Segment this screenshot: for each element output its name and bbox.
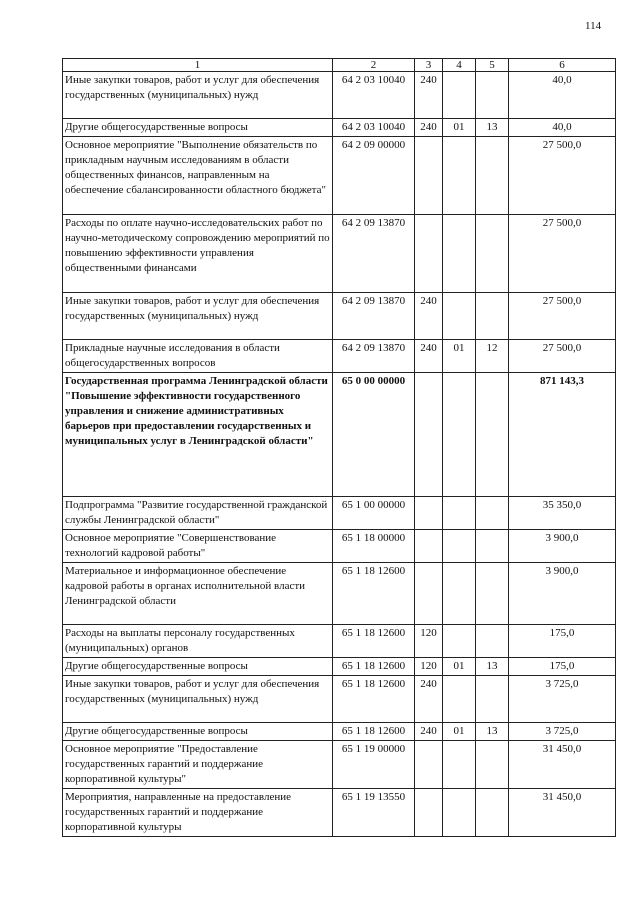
row-expense-type xyxy=(415,497,443,530)
column-header-6: 6 xyxy=(509,59,616,72)
row-amount: 175,0 xyxy=(509,658,616,676)
row-amount: 31 450,0 xyxy=(509,741,616,789)
row-amount: 40,0 xyxy=(509,72,616,119)
row-name: Подпрограмма "Развитие государственной гражданской службы Ленинградской области" xyxy=(63,497,333,530)
table-row xyxy=(63,215,616,293)
row-expense-type: 120 xyxy=(415,625,443,658)
row-target-article: 65 1 18 12600 xyxy=(333,658,415,676)
row-section xyxy=(443,215,476,293)
row-target-article: 64 2 03 10040 xyxy=(333,119,415,137)
row-amount: 871 143,3 xyxy=(509,373,616,497)
row-subsection xyxy=(476,137,509,215)
table-row xyxy=(63,625,616,658)
row-subsection xyxy=(476,625,509,658)
row-subsection xyxy=(476,497,509,530)
row-section xyxy=(443,741,476,789)
table-row xyxy=(63,676,616,723)
row-section xyxy=(443,563,476,625)
row-target-article: 64 2 09 00000 xyxy=(333,137,415,215)
row-subsection xyxy=(476,789,509,837)
row-name: Материальное и информационное обеспечение кадровой работы в органах исполнительной власти Ленинградской области xyxy=(63,563,333,625)
row-expense-type xyxy=(415,741,443,789)
row-amount: 3 900,0 xyxy=(509,530,616,563)
column-header-3: 3 xyxy=(415,59,443,72)
row-section xyxy=(443,789,476,837)
row-section xyxy=(443,72,476,119)
row-amount: 3 900,0 xyxy=(509,563,616,625)
row-expense-type: 240 xyxy=(415,72,443,119)
row-name: Мероприятия, направленные на предоставление государственных гарантий и поддержание корпоративной культуры xyxy=(63,789,333,837)
row-target-article: 64 2 09 13870 xyxy=(333,340,415,373)
row-target-article: 65 1 18 12600 xyxy=(333,676,415,723)
row-name: Основное мероприятие "Совершенствование технологий кадровой работы" xyxy=(63,530,333,563)
column-header-1: 1 xyxy=(63,59,333,72)
table-row xyxy=(63,658,616,676)
row-section xyxy=(443,137,476,215)
row-subsection: 12 xyxy=(476,340,509,373)
row-name: Расходы на выплаты персоналу государственных (муниципальных) органов xyxy=(63,625,333,658)
table-row xyxy=(63,72,616,119)
row-subsection xyxy=(476,215,509,293)
row-target-article: 65 1 19 13550 xyxy=(333,789,415,837)
table-row xyxy=(63,741,616,789)
row-expense-type xyxy=(415,373,443,497)
row-section xyxy=(443,373,476,497)
row-section xyxy=(443,497,476,530)
row-expense-type: 240 xyxy=(415,340,443,373)
row-expense-type: 240 xyxy=(415,119,443,137)
row-target-article: 65 1 18 12600 xyxy=(333,563,415,625)
row-name: Государственная программа Ленинградской области "Повышение эффективности государственного управления и снижение административных барьеров при предоставлении государственных и муниципальных услуг в Ленинградской области" xyxy=(63,373,333,497)
row-subsection xyxy=(476,72,509,119)
row-name: Расходы по оплате научно-исследовательских работ по научно-методическому сопровождению мероприятий по повышению эффективности управления общественными финансами xyxy=(63,215,333,293)
row-amount: 35 350,0 xyxy=(509,497,616,530)
row-amount: 40,0 xyxy=(509,119,616,137)
row-expense-type: 240 xyxy=(415,676,443,723)
row-amount: 31 450,0 xyxy=(509,789,616,837)
row-name: Иные закупки товаров, работ и услуг для обеспечения государственных (муниципальных) нужд xyxy=(63,72,333,119)
row-target-article: 64 2 03 10040 xyxy=(333,72,415,119)
row-amount: 27 500,0 xyxy=(509,340,616,373)
row-section xyxy=(443,530,476,563)
column-header-2: 2 xyxy=(333,59,415,72)
column-header-5: 5 xyxy=(476,59,509,72)
row-expense-type xyxy=(415,137,443,215)
table-row xyxy=(63,563,616,625)
row-target-article: 64 2 09 13870 xyxy=(333,293,415,340)
row-section: 01 xyxy=(443,119,476,137)
row-section: 01 xyxy=(443,340,476,373)
row-name: Основное мероприятие "Выполнение обязательств по прикладным научным исследованиям в области общественных финансов, направленным на обеспечение сбалансированности областного бюджета" xyxy=(63,137,333,215)
table-row xyxy=(63,497,616,530)
table-row xyxy=(63,340,616,373)
row-expense-type xyxy=(415,789,443,837)
row-section: 01 xyxy=(443,658,476,676)
row-target-article: 65 0 00 00000 xyxy=(333,373,415,497)
row-expense-type: 240 xyxy=(415,723,443,741)
table-row xyxy=(63,137,616,215)
row-section: 01 xyxy=(443,723,476,741)
row-target-article: 64 2 09 13870 xyxy=(333,215,415,293)
row-amount: 27 500,0 xyxy=(509,215,616,293)
row-name: Иные закупки товаров, работ и услуг для обеспечения государственных (муниципальных) нужд xyxy=(63,676,333,723)
row-name: Иные закупки товаров, работ и услуг для обеспечения государственных (муниципальных) нужд xyxy=(63,293,333,340)
row-target-article: 65 1 18 12600 xyxy=(333,625,415,658)
row-target-article: 65 1 18 12600 xyxy=(333,723,415,741)
row-expense-type xyxy=(415,563,443,625)
row-amount: 27 500,0 xyxy=(509,293,616,340)
header-row xyxy=(63,59,616,72)
table-row xyxy=(63,723,616,741)
column-header-4: 4 xyxy=(443,59,476,72)
row-subsection xyxy=(476,563,509,625)
row-target-article: 65 1 00 00000 xyxy=(333,497,415,530)
row-expense-type: 240 xyxy=(415,293,443,340)
table-row xyxy=(63,789,616,837)
row-name: Другие общегосударственные вопросы xyxy=(63,723,333,741)
row-name: Другие общегосударственные вопросы xyxy=(63,658,333,676)
row-amount: 3 725,0 xyxy=(509,723,616,741)
row-target-article: 65 1 18 00000 xyxy=(333,530,415,563)
row-name: Другие общегосударственные вопросы xyxy=(63,119,333,137)
row-amount: 175,0 xyxy=(509,625,616,658)
row-subsection: 13 xyxy=(476,723,509,741)
row-subsection xyxy=(476,530,509,563)
row-subsection xyxy=(476,373,509,497)
table-row xyxy=(63,119,616,137)
row-amount: 3 725,0 xyxy=(509,676,616,723)
table-row xyxy=(63,373,616,497)
row-subsection xyxy=(476,741,509,789)
row-name: Прикладные научные исследования в области общегосударственных вопросов xyxy=(63,340,333,373)
row-expense-type xyxy=(415,530,443,563)
row-subsection: 13 xyxy=(476,658,509,676)
table-row xyxy=(63,530,616,563)
row-expense-type: 120 xyxy=(415,658,443,676)
row-section xyxy=(443,676,476,723)
row-subsection xyxy=(476,676,509,723)
row-subsection xyxy=(476,293,509,340)
budget-table xyxy=(62,58,616,837)
row-amount: 27 500,0 xyxy=(509,137,616,215)
row-name: Основное мероприятие "Предоставление государственных гарантий и поддержание корпоративной культуры" xyxy=(63,741,333,789)
row-subsection: 13 xyxy=(476,119,509,137)
row-section xyxy=(443,293,476,340)
row-expense-type xyxy=(415,215,443,293)
row-target-article: 65 1 19 00000 xyxy=(333,741,415,789)
page-number: 114 xyxy=(585,20,602,32)
row-section xyxy=(443,625,476,658)
table-row xyxy=(63,293,616,340)
